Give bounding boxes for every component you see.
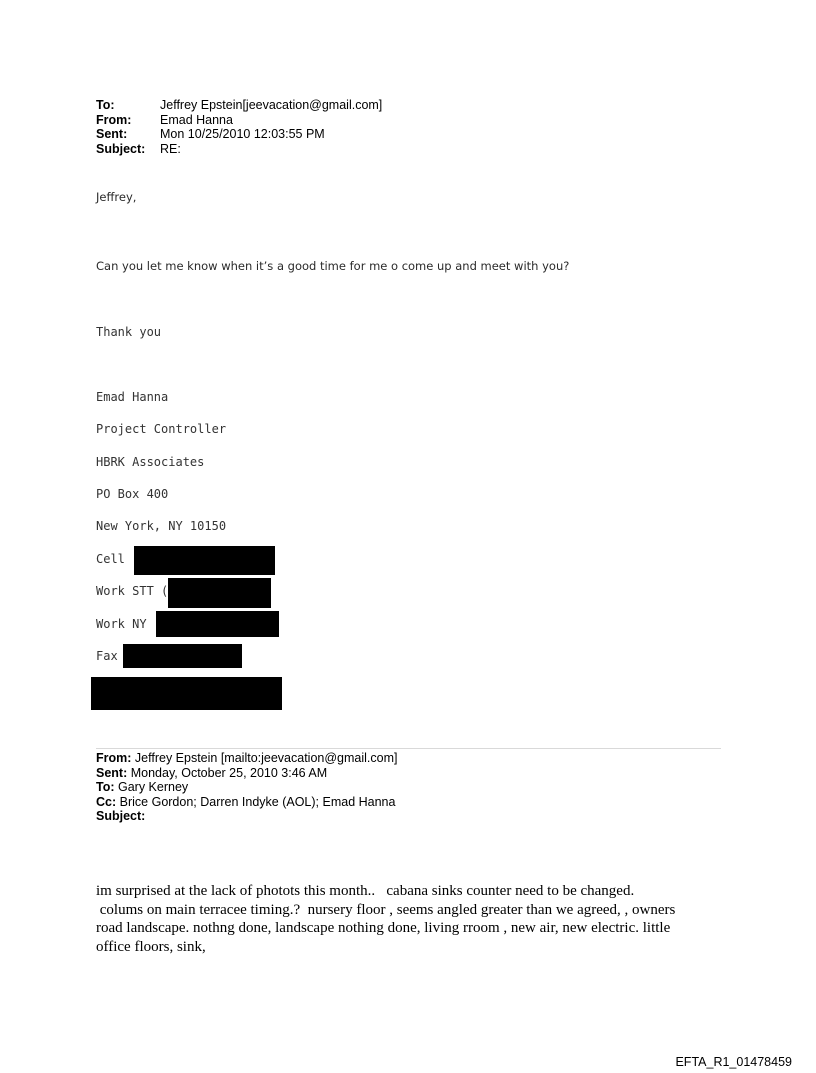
header-sent-row xyxy=(96,127,382,142)
signature-fax-label: Fax xyxy=(96,649,118,663)
fwd-cc-value: Brice Gordon; Darren Indyke (AOL); Emad Hanna xyxy=(119,794,396,809)
fwd-subject-label: Subject: xyxy=(96,809,146,823)
greeting: Jeffrey, xyxy=(96,190,137,204)
to-label: To: xyxy=(96,98,115,112)
fwd-from-value: Jeffrey Epstein [mailto:jeevacation@gmail.com] xyxy=(134,751,398,765)
signature-name: Emad Hanna xyxy=(96,390,169,404)
message-divider xyxy=(96,748,721,749)
subject-value: RE: xyxy=(160,141,181,156)
header-subject-row xyxy=(96,142,382,157)
redaction-bar xyxy=(134,546,275,575)
message-line: road landscape. nothng done, landscape nothing done, living rroom , new air, new electric. little xyxy=(96,920,671,936)
fwd-to-label: To: xyxy=(96,780,115,794)
redaction-bar xyxy=(156,611,279,637)
redaction-bar xyxy=(168,578,271,608)
fwd-from-label: From: xyxy=(96,751,132,765)
fwd-sent-value: Monday, October 25, 2010 3:46 AM xyxy=(130,765,328,780)
message-line: office floors, sink, xyxy=(96,938,206,955)
email-header xyxy=(96,98,382,156)
signature-company: HBRK Associates xyxy=(96,455,205,469)
original-message-body xyxy=(96,882,726,956)
fwd-sent-label: Sent: xyxy=(96,765,128,780)
fwd-to-row xyxy=(96,780,397,795)
fwd-subject-row xyxy=(96,809,397,824)
sent-value: Mon 10/25/2010 12:03:55 PM xyxy=(160,127,325,141)
signature-title: Project Controller xyxy=(96,422,227,436)
signature-city: New York, NY 10150 xyxy=(96,519,227,533)
thanks-line: Thank you xyxy=(96,325,162,339)
signature-po-box: PO Box 400 xyxy=(96,487,169,501)
signature-work-ny-label: Work NY xyxy=(96,617,147,631)
message-line: im surprised at the lack of photots this month.. cabana sinks counter need to be changed. xyxy=(96,883,635,899)
from-value: Emad Hanna xyxy=(160,112,233,127)
signature-cell-label: Cell xyxy=(96,552,125,566)
redaction-bar xyxy=(91,677,282,710)
reply-body: Can you let me know when it’s a good time for me o come up and meet with you? xyxy=(96,259,570,273)
document-id: EFTA_R1_01478459 xyxy=(675,1055,792,1069)
header-from-row xyxy=(96,113,382,128)
fwd-from-row xyxy=(96,751,397,766)
message-line: colums on main terracee timing.? nursery floor , seems angled greater than we agreed, , owners xyxy=(96,901,676,918)
fwd-cc-label: Cc: xyxy=(96,794,117,809)
fwd-to-value: Gary Kerney xyxy=(118,780,189,794)
to-value: Jeffrey Epstein[jeevacation@gmail.com] xyxy=(160,98,383,112)
subject-label: Subject: xyxy=(96,141,146,156)
redaction-bar xyxy=(123,644,242,668)
sent-label: Sent: xyxy=(96,127,128,141)
header-to-row xyxy=(96,98,382,113)
fwd-cc-row xyxy=(96,795,397,810)
from-label: From: xyxy=(96,112,132,127)
fwd-sent-row xyxy=(96,766,397,781)
forwarded-header xyxy=(96,751,397,824)
signature-work-stt-label: Work STT ( xyxy=(96,584,169,598)
